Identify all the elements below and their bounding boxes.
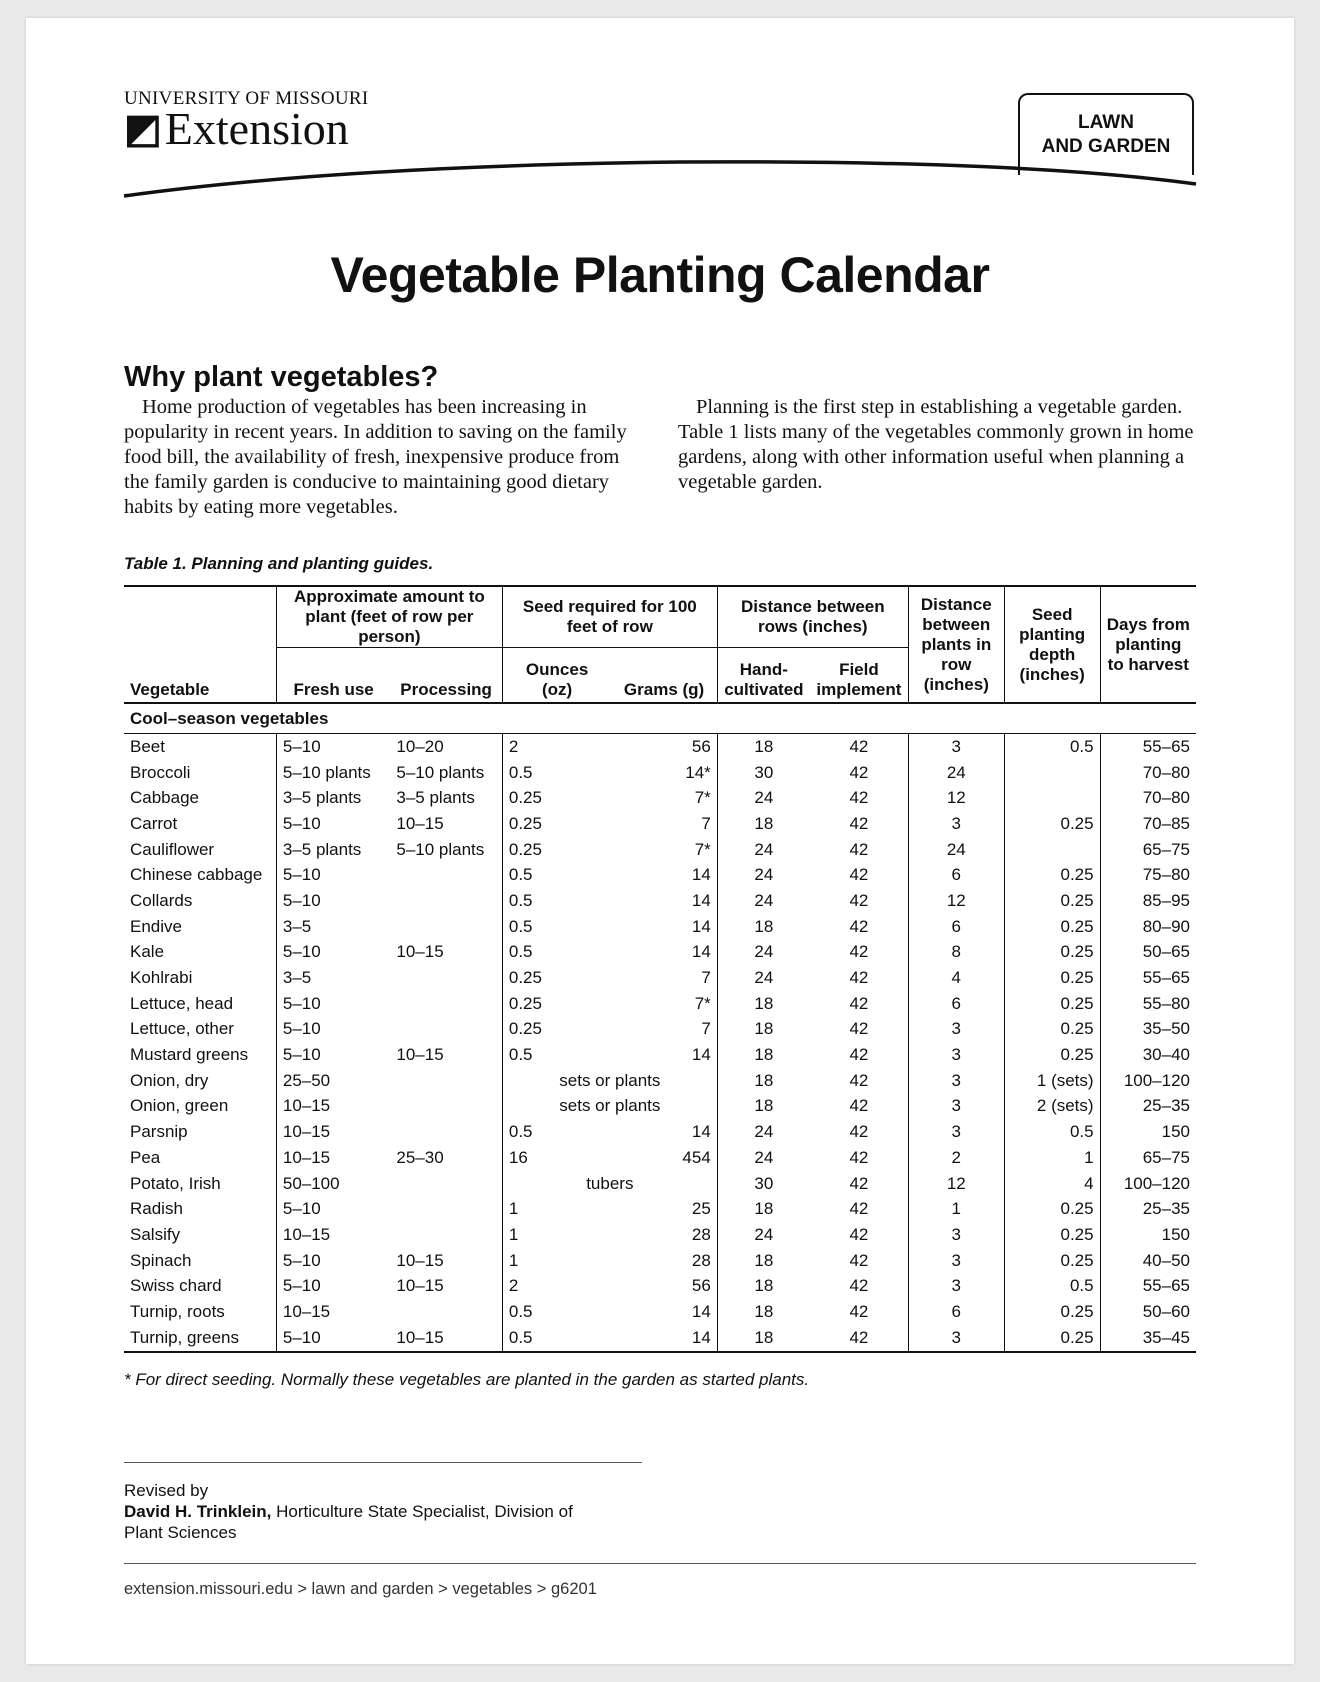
header-distance-rows: Distance between rows (inches) [717,586,908,648]
cell-vegetable: Mustard greens [130,1045,249,1065]
table-row [124,1248,1196,1274]
cell-fresh-use: 50–100 [276,1171,390,1197]
header-planting-depth: Seed planting depth (inches) [1004,586,1100,703]
cell-days-harvest: 70–80 [1100,785,1196,811]
cell-hand-cultivated: 18 [717,914,810,940]
cell-vegetable: Lettuce, head [130,993,234,1013]
category-tab-line1: LAWN [1078,112,1134,133]
cell-processing [390,1299,502,1325]
cell-days-harvest: 100–120 [1100,1068,1196,1094]
signature-divider [124,1462,642,1463]
cell-hand-cultivated: 24 [717,888,810,914]
cell-vegetable: Chinese cabbage [130,865,263,885]
cell-planting-depth: 2 (sets) [1004,1094,1100,1120]
cell-hand-cultivated: 18 [717,1017,810,1043]
cell-vegetable: Cabbage [130,788,200,808]
cell-field-implement: 42 [849,736,869,756]
header-amount: Approximate amount to plant (feet of row per person) [276,586,502,648]
cell-planting-depth: 1 [1004,1145,1100,1171]
cell-planting-depth [1004,785,1100,811]
cell-processing [390,1094,502,1120]
cell-hand-cultivated: 18 [717,1042,810,1068]
cell-planting-depth: 1 (sets) [1004,1068,1100,1094]
table-row [124,760,1196,786]
cell-distance-plants: 6 [908,914,1004,940]
cell-grams: 14 [691,916,711,936]
cell-grams: 7 [701,1019,711,1039]
cell-grams: 56 [691,736,711,756]
table-row [124,1196,1196,1222]
cell-seed-required: sets or plants [502,1068,717,1094]
cell-distance-plants: 3 [908,1042,1004,1068]
cell-grams: 7* [694,839,711,859]
cell-distance-plants: 8 [908,940,1004,966]
cell-hand-cultivated: 24 [717,862,810,888]
cell-ounces: 16 [502,1145,611,1171]
cell-vegetable: Turnip, greens [124,1325,276,1352]
group-label: Cool–season vegetables [124,703,1196,734]
cell-processing [390,1068,502,1094]
cell-ounces: 0.25 [502,811,611,837]
header-days-harvest: Days from planting to harvest [1100,586,1196,703]
cell-hand-cultivated: 18 [717,1094,810,1120]
revised-by-label: Revised by [124,1481,209,1500]
cell-days-harvest: 85–95 [1100,888,1196,914]
cell-processing: 5–10 plants [396,762,485,782]
cell-fresh-use: 5–10 [276,811,390,837]
cell-processing: 10–15 [390,1325,502,1352]
cell-planting-depth: 0.25 [1004,1299,1100,1325]
cell-days-harvest: 55–65 [1100,965,1196,991]
cell-hand-cultivated: 30 [717,1171,810,1197]
cell-processing [390,1222,502,1248]
cell-planting-depth: 0.5 [1004,734,1100,760]
cell-field-implement: 42 [849,1096,869,1116]
cell-vegetable: Broccoli [130,762,191,782]
cell-days-harvest: 70–80 [1100,760,1196,786]
cell-processing [390,914,502,940]
cell-distance-plants: 12 [908,785,1004,811]
cell-grams: 56 [691,1276,711,1296]
cell-seed-required: tubers [502,1171,717,1197]
table-footnote: * For direct seeding. Normally these vegetables are planted in the garden as started plants. [124,1370,810,1389]
table-row [124,1299,1196,1325]
cell-ounces: 0.25 [502,965,611,991]
cell-planting-depth: 0.25 [1004,811,1100,837]
table-row [124,1119,1196,1145]
cell-vegetable: Pea [130,1147,161,1167]
cell-days-harvest: 70–85 [1100,811,1196,837]
cell-grams: 28 [691,1250,711,1270]
cell-planting-depth: 0.25 [1004,1222,1100,1248]
header-swoosh [121,158,1201,208]
category-tab-line2: AND GARDEN [1041,136,1171,157]
cell-planting-depth: 0.25 [1004,1017,1100,1043]
cell-vegetable: Kohlrabi [130,968,193,988]
cell-ounces: 0.5 [502,1042,611,1068]
cell-processing [390,1119,502,1145]
cell-processing [390,888,502,914]
cell-vegetable: Onion, green [130,1096,229,1116]
cell-vegetable: Turnip, roots [130,1301,225,1321]
cell-ounces: 0.25 [502,991,611,1017]
cell-fresh-use: 5–10 [276,940,390,966]
cell-field-implement: 42 [849,1224,869,1244]
cell-fresh-use: 5–10 [276,1248,390,1274]
cell-hand-cultivated: 24 [717,1145,810,1171]
cell-vegetable: Potato, Irish [130,1173,221,1193]
cell-fresh-use: 3–5 plants [276,837,390,863]
cell-distance-plants: 3 [908,1222,1004,1248]
footer-divider [124,1563,1196,1564]
table-row [124,940,1196,966]
cell-field-implement: 42 [849,993,869,1013]
header-grams: Grams (g) [623,680,705,699]
cell-field-implement: 42 [849,1173,869,1193]
cell-grams: 14 [691,890,711,910]
cell-processing: 10–15 [396,1276,444,1296]
cell-days-harvest: 65–75 [1100,837,1196,863]
cell-grams: 14 [691,1045,711,1065]
intro-paragraph-left: Home production of vegetables has been increasing in popularity in recent years. In addition to saving on the family food bill, the availability of fresh, inexpensive produce from the family garden is conducive to maintaining good dietary habits by eating more vegetables. [124,396,627,518]
header-fresh-use: Fresh use [276,648,390,704]
cell-planting-depth: 0.25 [1004,862,1100,888]
table-row [124,811,1196,837]
cell-field-implement: 42 [849,1122,869,1142]
author-name: David H. Trinklein, [124,1502,272,1521]
cell-field-implement: 42 [849,968,869,988]
cell-ounces: 1 [502,1196,611,1222]
table-row [124,991,1196,1017]
cell-distance-plants: 12 [908,1171,1004,1197]
cell-distance-plants: 3 [908,1094,1004,1120]
cell-planting-depth: 0.25 [1004,888,1100,914]
cell-processing: 10–20 [396,736,444,756]
cell-days-harvest: 50–60 [1100,1299,1196,1325]
cell-days-harvest: 150 [1100,1222,1196,1248]
cell-processing: 25–30 [396,1147,444,1167]
cell-hand-cultivated: 18 [717,1273,810,1299]
cell-ounces: 0.5 [502,1325,611,1352]
table-row [124,1145,1196,1171]
cell-distance-plants: 24 [908,837,1004,863]
cell-distance-plants: 2 [908,1145,1004,1171]
cell-vegetable: Carrot [130,813,178,833]
credits-block [124,1480,604,1543]
cell-fresh-use: 5–10 [276,1042,390,1068]
planting-table [124,585,1196,1353]
header-field-implement: Field implement [816,660,902,699]
cell-processing [390,1171,502,1197]
cell-fresh-use: 5–10 [276,734,390,760]
header-vegetable: Vegetable [124,586,276,703]
cell-processing: 5–10 plants [396,839,485,859]
header-distance-plants: Distance between plants in row (inches) [908,586,1004,703]
header-seed-required: Seed required for 100 feet of row [502,586,717,648]
cell-ounces: 1 [502,1248,611,1274]
cell-ounces: 0.25 [502,1017,611,1043]
cell-days-harvest: 25–35 [1100,1196,1196,1222]
cell-grams: 454 [682,1147,711,1167]
cell-distance-plants: 6 [908,991,1004,1017]
cell-processing [390,991,502,1017]
cell-distance-plants: 3 [908,1119,1004,1145]
cell-ounces: 0.5 [502,1119,611,1145]
cell-fresh-use: 3–5 plants [276,785,390,811]
cell-ounces: 0.5 [502,940,611,966]
table-row [124,1094,1196,1120]
cell-distance-plants: 3 [908,734,1004,760]
cell-distance-plants: 6 [908,1299,1004,1325]
cell-ounces: 0.5 [502,862,611,888]
cell-distance-plants: 12 [908,888,1004,914]
cell-grams: 7 [701,968,711,988]
cell-grams: 7 [701,813,711,833]
cell-field-implement: 42 [849,1199,869,1219]
cell-vegetable: Spinach [130,1250,192,1270]
cell-fresh-use: 5–10 [276,1273,390,1299]
breadcrumb: extension.missouri.edu > lawn and garden > vegetables > g6201 [124,1580,597,1598]
cell-fresh-use: 3–5 [276,914,390,940]
cell-grams: 14 [611,1325,717,1352]
cell-processing [390,862,502,888]
cell-processing: 10–15 [396,1045,444,1065]
cell-field-implement: 42 [849,1019,869,1039]
cell-vegetable: Cauliflower [130,839,215,859]
cell-hand-cultivated: 24 [717,1119,810,1145]
cell-grams: 28 [691,1224,711,1244]
cell-processing [390,1196,502,1222]
cell-vegetable: Collards [130,890,193,910]
cell-processing [390,1017,502,1043]
cell-hand-cultivated: 24 [717,1222,810,1248]
cell-hand-cultivated: 18 [717,1196,810,1222]
cell-fresh-use: 10–15 [276,1145,390,1171]
cell-fresh-use: 5–10 plants [276,760,390,786]
cell-grams: 25 [691,1199,711,1219]
cell-vegetable: Lettuce, other [130,1019,234,1039]
table-row [124,1017,1196,1043]
table-row [124,1273,1196,1299]
cell-hand-cultivated: 24 [717,785,810,811]
cell-fresh-use: 10–15 [276,1094,390,1120]
cell-planting-depth: 0.25 [1004,940,1100,966]
cell-ounces: 1 [502,1222,611,1248]
cell-planting-depth [1004,760,1100,786]
header-hand-cultivated: Hand- cultivated [717,648,810,704]
table-row [124,837,1196,863]
cell-days-harvest: 75–80 [1100,862,1196,888]
header-ounces: Ounces (oz) [502,648,611,704]
page-title: Vegetable Planting Calendar [330,247,990,303]
cell-field-implement: 42 [849,1070,869,1090]
cell-fresh-use: 10–15 [276,1119,390,1145]
cell-fresh-use: 10–15 [276,1222,390,1248]
cell-days-harvest: 50–65 [1100,940,1196,966]
cell-fresh-use: 5–10 [276,1017,390,1043]
cell-vegetable: Onion, dry [130,1070,209,1090]
cell-ounces: 0.25 [502,837,611,863]
cell-planting-depth [1004,837,1100,863]
cell-planting-depth: 0.25 [1004,1196,1100,1222]
cell-fresh-use: 5–10 [276,862,390,888]
cell-field-implement: 42 [849,762,869,782]
cell-distance-plants: 4 [908,965,1004,991]
table-caption: Table 1. Planning and planting guides. [124,554,434,573]
cell-grams: 7* [694,788,711,808]
author-title: Horticulture State Specialist, Division of Plant Sciences [124,1502,573,1542]
cell-distance-plants: 3 [908,1325,1004,1352]
university-logo [124,88,368,152]
cell-distance-plants: 6 [908,862,1004,888]
table-row [124,914,1196,940]
cell-days-harvest: 80–90 [1100,914,1196,940]
cell-distance-plants: 24 [908,760,1004,786]
cell-seed-required: sets or plants [502,1094,717,1120]
cell-grams: 7* [694,993,711,1013]
cell-field-implement: 42 [849,788,869,808]
cell-distance-plants: 3 [908,811,1004,837]
cell-ounces: 0.5 [502,760,611,786]
cell-fresh-use: 3–5 [276,965,390,991]
cell-fresh-use: 5–10 [276,1325,390,1352]
cell-planting-depth: 0.25 [1004,991,1100,1017]
cell-grams: 14 [691,942,711,962]
cell-field-implement: 42 [849,839,869,859]
cell-processing: 10–15 [396,942,444,962]
cell-ounces: 0.5 [502,914,611,940]
cell-grams: 14 [691,865,711,885]
cell-days-harvest: 55–65 [1100,734,1196,760]
cell-hand-cultivated: 30 [717,760,810,786]
cell-days-harvest: 35–45 [1100,1325,1196,1352]
cell-field-implement: 42 [849,1250,869,1270]
table-row [124,965,1196,991]
table-row [124,1325,1196,1352]
cell-distance-plants: 3 [908,1248,1004,1274]
table-row [124,888,1196,914]
cell-ounces: 0.5 [502,888,611,914]
cell-field-implement: 42 [849,1147,869,1167]
logo-org-name: Extension [164,103,349,154]
cell-hand-cultivated: 18 [717,1068,810,1094]
table-row [124,1171,1196,1197]
cell-vegetable: Kale [130,942,165,962]
table-row [124,1222,1196,1248]
cell-grams: 14 [691,1122,711,1142]
cell-field-implement: 42 [849,1301,869,1321]
cell-field-implement: 42 [849,1276,869,1296]
cell-days-harvest: 30–40 [1100,1042,1196,1068]
cell-hand-cultivated: 18 [717,1325,810,1352]
mizzou-mark-icon: ◩ [124,106,162,151]
cell-hand-cultivated: 24 [717,940,810,966]
cell-grams: 14* [685,762,711,782]
table-row [124,1042,1196,1068]
cell-hand-cultivated: 24 [717,965,810,991]
cell-vegetable: Swiss chard [130,1276,222,1296]
logo-org-line: UNIVERSITY OF MISSOURI [124,88,369,109]
table-row [124,785,1196,811]
cell-days-harvest: 25–35 [1100,1094,1196,1120]
cell-planting-depth: 0.25 [1004,1248,1100,1274]
table-row [124,862,1196,888]
cell-vegetable: Endive [130,916,182,936]
cell-fresh-use: 5–10 [276,1196,390,1222]
cell-distance-plants: 3 [908,1017,1004,1043]
intro-paragraph-right: Planning is the first step in establishing a vegetable garden. Table 1 lists many of the vegetables commonly grown in home gardens, along with other information useful when planning a vegetable garden. [678,396,1194,493]
cell-field-implement: 42 [849,865,869,885]
cell-days-harvest: 35–50 [1100,1017,1196,1043]
cell-field-implement: 42 [849,942,869,962]
cell-processing [390,965,502,991]
cell-ounces: 2 [502,734,611,760]
table-row [124,734,1196,760]
cell-planting-depth: 4 [1004,1171,1100,1197]
header-processing: Processing [400,680,492,699]
cell-processing: 3–5 plants [396,788,475,808]
cell-days-harvest: 40–50 [1100,1248,1196,1274]
cell-days-harvest: 150 [1100,1119,1196,1145]
cell-hand-cultivated: 24 [717,837,810,863]
cell-fresh-use: 25–50 [276,1068,390,1094]
cell-planting-depth: 0.5 [1004,1273,1100,1299]
cell-hand-cultivated: 18 [717,1248,810,1274]
cell-fresh-use: 5–10 [276,991,390,1017]
cell-field-implement: 42 [810,1325,908,1352]
cell-hand-cultivated: 18 [717,991,810,1017]
cell-grams: 14 [691,1301,711,1321]
cell-planting-depth: 0.25 [1004,1325,1100,1352]
cell-vegetable: Salsify [130,1224,181,1244]
cell-ounces: 0.5 [502,1299,611,1325]
cell-distance-plants: 1 [908,1196,1004,1222]
cell-ounces: 2 [502,1273,611,1299]
cell-field-implement: 42 [849,890,869,910]
cell-planting-depth: 0.25 [1004,914,1100,940]
cell-fresh-use: 10–15 [276,1299,390,1325]
cell-hand-cultivated: 18 [717,1299,810,1325]
cell-days-harvest: 65–75 [1100,1145,1196,1171]
cell-days-harvest: 100–120 [1100,1171,1196,1197]
cell-ounces: 0.25 [502,785,611,811]
cell-vegetable: Radish [130,1199,183,1219]
cell-days-harvest: 55–80 [1100,991,1196,1017]
cell-planting-depth: 0.25 [1004,965,1100,991]
cell-days-harvest: 55–65 [1100,1273,1196,1299]
cell-field-implement: 42 [849,813,869,833]
cell-vegetable: Parsnip [130,1122,188,1142]
table-row [124,1068,1196,1094]
cell-field-implement: 42 [849,916,869,936]
document-page [26,18,1294,1664]
cell-processing: 10–15 [396,813,444,833]
cell-field-implement: 42 [849,1045,869,1065]
cell-planting-depth: 0.25 [1004,1042,1100,1068]
cell-processing: 10–15 [396,1250,444,1270]
cell-vegetable: Beet [130,736,165,756]
cell-planting-depth: 0.5 [1004,1119,1100,1145]
cell-distance-plants: 3 [908,1273,1004,1299]
section-heading: Why plant vegetables? [124,361,439,393]
cell-distance-plants: 3 [908,1068,1004,1094]
cell-hand-cultivated: 18 [717,811,810,837]
cell-hand-cultivated: 18 [717,734,810,760]
cell-fresh-use: 5–10 [276,888,390,914]
